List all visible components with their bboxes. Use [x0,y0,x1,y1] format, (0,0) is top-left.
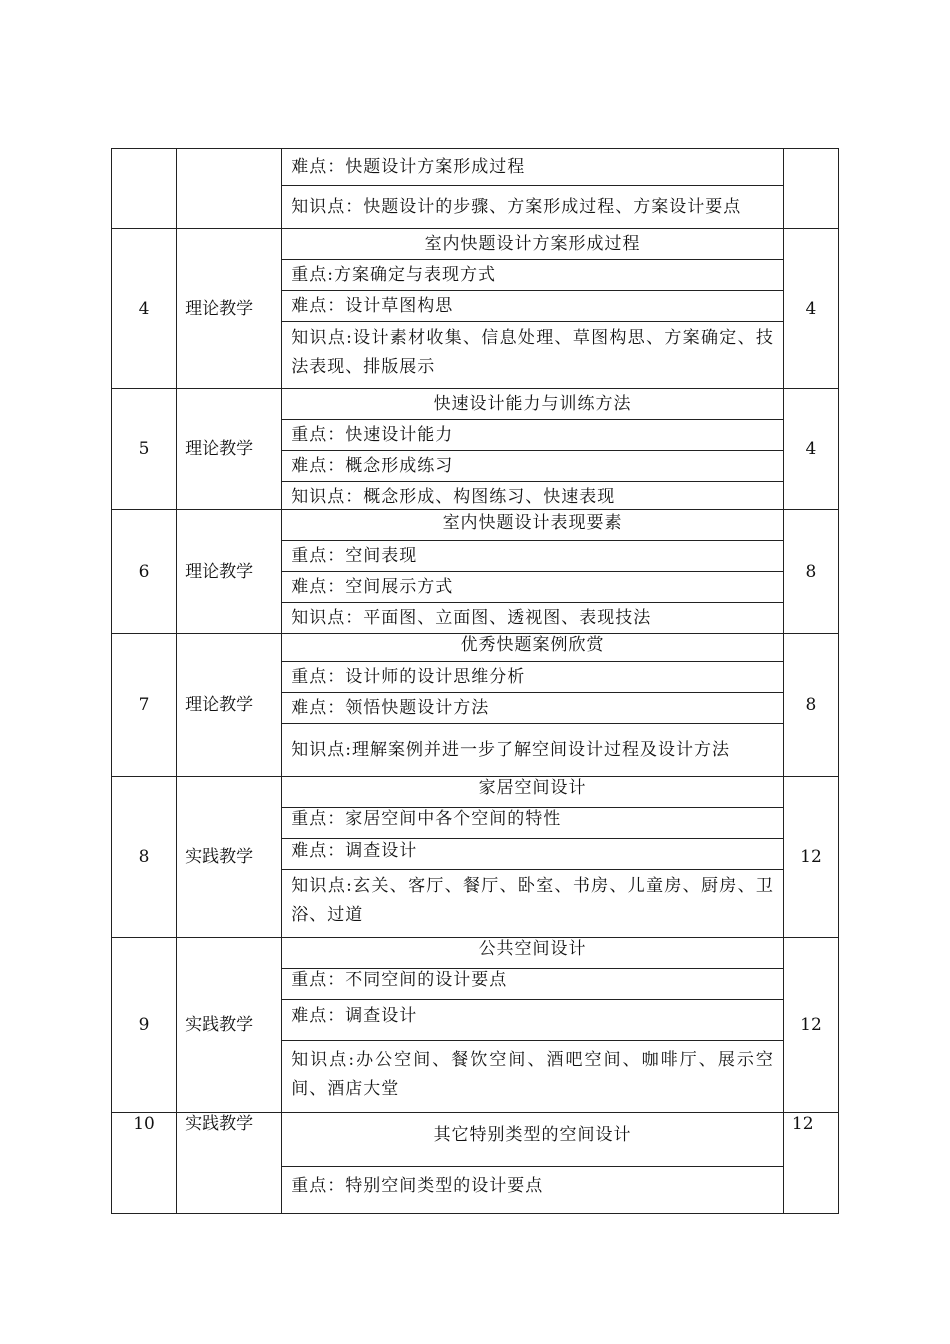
teaching-type: 理论教学 [177,510,282,634]
knowledge-line: 知识点:办公空间、餐饮空间、酒吧空间、咖啡厅、展示空间、酒店大堂 [291,1050,774,1099]
difficulty-line: 难点：设计草图构思 [282,291,783,322]
knowledge-line: 知识点:玄关、客厅、餐厅、卧室、书房、儿童房、厨房、卫浴、过道 [291,876,774,925]
teaching-type: 实践教学 [177,938,282,1113]
difficulty-line: 难点：概念形成练习 [282,451,783,482]
difficulty-line: 难点：快题设计方案形成过程 [282,149,783,186]
content-cell [282,938,784,1113]
teaching-type [177,149,282,229]
difficulty-line: 难点：领悟快题设计方法 [282,693,783,724]
hours-cell: 12 [783,777,838,938]
content-cell [282,510,784,634]
key-point-line: 重点：不同空间的设计要点 [282,969,783,1000]
hours-cell [783,149,838,229]
topic-title: 快速设计能力与训练方法 [282,389,783,420]
key-point-line: 重点：特别空间类型的设计要点 [291,1176,544,1196]
table-row [112,389,839,510]
teaching-type: 理论教学 [177,634,282,777]
content-cell [282,149,784,229]
knowledge-line: 知识点:理解案例并进一步了解空间设计过程及设计方法 [291,740,730,760]
row-number: 9 [112,938,177,1113]
teaching-type: 理论教学 [177,229,282,389]
difficulty-line: 难点：调查设计 [282,839,783,870]
difficulty-line: 难点：空间展示方式 [282,572,783,603]
content-cell [282,1113,784,1214]
teaching-type: 实践教学 [177,1113,282,1214]
knowledge-line: 知识点:设计素材收集、信息处理、草图构思、方案确定、技法表现、排版展示 [291,328,774,377]
knowledge-line: 知识点：平面图、立面图、透视图、表现技法 [291,608,652,628]
teaching-type: 实践教学 [177,777,282,938]
key-point-line: 重点：快速设计能力 [282,420,783,451]
hours-cell: 12 [783,1113,838,1214]
row-number [112,149,177,229]
knowledge-line: 知识点：快题设计的步骤、方案形成过程、方案设计要点 [291,197,742,217]
hours-cell: 4 [783,389,838,510]
hours-cell: 8 [783,510,838,634]
content-cell [282,229,784,389]
table-row [112,149,839,229]
table-row [112,634,839,777]
hours-cell: 12 [783,938,838,1113]
difficulty-line: 难点：调查设计 [282,1000,783,1041]
table-row [112,510,839,634]
hours-cell: 8 [783,634,838,777]
row-number: 7 [112,634,177,777]
topic-title: 室内快题设计表现要素 [282,510,783,541]
topic-title: 优秀快题案例欣赏 [282,634,783,662]
table-row [112,938,839,1113]
row-number: 6 [112,510,177,634]
table-row [112,777,839,938]
key-point-line: 重点：家居空间中各个空间的特性 [282,808,783,839]
row-number: 5 [112,389,177,510]
content-cell [282,634,784,777]
knowledge-line: 知识点：概念形成、构图练习、快速表现 [291,487,616,507]
row-number: 8 [112,777,177,938]
topic-title: 家居空间设计 [282,777,783,808]
content-cell [282,777,784,938]
hours-cell: 4 [783,229,838,389]
key-point-line: 重点：空间表现 [282,541,783,572]
teaching-type: 理论教学 [177,389,282,510]
topic-title: 室内快题设计方案形成过程 [282,229,783,260]
topic-title: 公共空间设计 [282,938,783,969]
curriculum-table [111,148,839,1214]
row-number: 10 [112,1113,177,1214]
key-point-line: 重点:方案确定与表现方式 [282,260,783,291]
table-row [112,1113,839,1214]
topic-title: 其它特别类型的空间设计 [282,1113,783,1167]
content-cell [282,389,784,510]
table-row [112,229,839,389]
row-number: 4 [112,229,177,389]
key-point-line: 重点：设计师的设计思维分析 [282,662,783,693]
